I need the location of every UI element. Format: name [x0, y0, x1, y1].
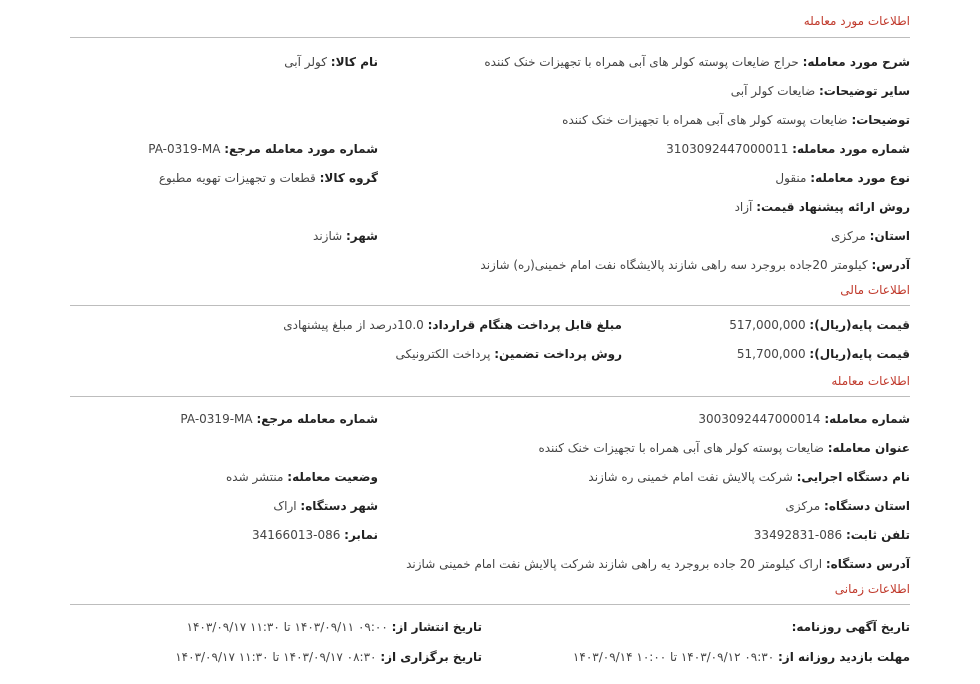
holding-date-range — [175, 650, 482, 664]
label: عنوان معامله: — [827, 441, 910, 455]
value: اراک کیلومتر 20 جاده بروجرد یه راهی شازند شرکت پالایش نفت امام خمینی شازند — [406, 557, 823, 571]
label: تاریخ انتشار از: — [391, 620, 482, 634]
province — [831, 229, 910, 243]
value: 3003092447000014 — [698, 412, 821, 426]
visit-deadline — [573, 650, 910, 664]
base-price — [729, 318, 910, 332]
label: قیمت پایه(ریال): — [809, 347, 910, 361]
label: آدرس دستگاه: — [825, 557, 910, 571]
label: روش پرداخت تضمین: — [494, 347, 622, 361]
deal-description — [484, 55, 910, 69]
deal-notes — [562, 113, 910, 127]
label: مبلغ قابل پرداخت هنگام قرارداد: — [427, 318, 622, 332]
transaction-title — [538, 441, 910, 455]
value: مرکزی — [831, 229, 866, 243]
other-description — [731, 84, 910, 98]
value: پرداخت الکترونیکی — [395, 347, 491, 361]
organization-city — [273, 499, 378, 513]
value: ضایعات کولر آبی — [730, 84, 816, 98]
value: 10.0درصد از مبلغ پیشنهادی — [283, 318, 424, 332]
label: شماره معامله مرجع: — [256, 412, 378, 426]
guarantee-method — [396, 347, 622, 361]
value: ضایعات پوسته کولر های آبی همراه با تجهیزات خنک کننده — [562, 113, 848, 127]
value: 086-34166013 — [252, 528, 341, 542]
label: مهلت بازدید روزانه از: — [778, 650, 910, 664]
label: قیمت پایه(ریال): — [809, 318, 910, 332]
deal-type — [775, 171, 910, 185]
label: تلفن ثابت: — [845, 528, 910, 542]
label: نمابر: — [344, 528, 378, 542]
payable-amount — [283, 318, 622, 332]
organization-province — [785, 499, 910, 513]
value: کیلومتر 20جاده بروجرد سه راهی شازند پالایشگاه نفت امام خمینی(ره) شازند — [480, 258, 868, 272]
divider — [70, 37, 910, 38]
value: قطعات و تجهیزات تهویه مطبوع — [158, 171, 316, 185]
newspaper-date — [792, 620, 910, 634]
item-name — [284, 55, 378, 69]
bid-method — [735, 200, 910, 214]
transaction-number — [698, 412, 910, 426]
label: نوع مورد معامله: — [810, 171, 910, 185]
label: سایر توضیحات: — [819, 84, 910, 98]
value: شرکت پالایش نفت امام خمینی ره شازند — [588, 470, 793, 484]
value: آزاد — [734, 200, 753, 214]
value: ۰۹:۳۰ ۱۴۰۳/۰۹/۱۲ تا ۱۰:۰۰ ۱۴۰۳/۰۹/۱۴ — [572, 650, 775, 664]
label: شهر: — [346, 229, 378, 243]
divider — [70, 396, 910, 397]
label: استان: — [869, 229, 910, 243]
label: استان دستگاه: — [824, 499, 910, 513]
deal-reference-number — [148, 142, 378, 156]
transaction-reference-number — [180, 412, 378, 426]
section-deal-info: اطلاعات مورد معامله — [803, 14, 910, 28]
label: تاریخ برگزاری از: — [380, 650, 482, 664]
executive-organization — [588, 470, 910, 484]
item-group — [159, 171, 378, 185]
label: نام دستگاه اجرایی: — [796, 470, 910, 484]
label: آدرس: — [871, 258, 910, 272]
value: 086-33492831 — [753, 528, 843, 542]
label: شرح مورد معامله: — [802, 55, 910, 69]
label: گروه کالا: — [319, 171, 378, 185]
transaction-status — [226, 470, 378, 484]
fax-number — [252, 528, 378, 542]
section-financial: اطلاعات مالی — [840, 283, 910, 297]
value: PA-0319-MA — [148, 142, 221, 156]
section-transaction: اطلاعات معامله — [831, 374, 910, 388]
base-price-2 — [737, 347, 910, 361]
divider — [70, 305, 910, 306]
label: وضعیت معامله: — [287, 470, 378, 484]
value: حراج ضایعات پوسته کولر های آبی همراه با تجهیزات خنک کننده — [484, 55, 799, 69]
value: 3103092447000011 — [666, 142, 789, 156]
value: اراک — [273, 499, 297, 513]
label: شماره مورد معامله مرجع: — [224, 142, 378, 156]
value: 51,700,000 — [736, 347, 806, 361]
city — [313, 229, 378, 243]
label: شهر دستگاه: — [300, 499, 378, 513]
value: منتشر شده — [225, 470, 284, 484]
label: توضیحات: — [851, 113, 910, 127]
value: منقول — [775, 171, 807, 185]
label: شماره مورد معامله: — [792, 142, 910, 156]
value: شازند — [313, 229, 343, 243]
deal-number — [666, 142, 910, 156]
deal-address — [480, 258, 910, 272]
value: PA-0319-MA — [180, 412, 253, 426]
value: کولر آبی — [284, 55, 327, 69]
label: روش ارائه پیشنهاد قیمت: — [756, 200, 910, 214]
label: تاریخ آگهی روزنامه: — [791, 620, 910, 634]
value: ضایعات پوسته کولر های آبی همراه با تجهیزات خنک کننده — [538, 441, 824, 455]
publish-date-range — [187, 620, 482, 634]
label: شماره معامله: — [824, 412, 910, 426]
value: ۰۸:۳۰ ۱۴۰۳/۰۹/۱۷ تا ۱۱:۳۰ ۱۴۰۳/۰۹/۱۷ — [175, 650, 377, 664]
value: 517,000,000 — [729, 318, 806, 332]
value: مرکزی — [785, 499, 821, 513]
phone-number — [754, 528, 910, 542]
value: ۰۹:۰۰ ۱۴۰۳/۰۹/۱۱ تا ۱۱:۳۰ ۱۴۰۳/۰۹/۱۷ — [186, 620, 388, 634]
label: نام کالا: — [330, 55, 378, 69]
section-timing: اطلاعات زمانی — [834, 582, 910, 596]
divider — [70, 604, 910, 605]
organization-address — [406, 557, 910, 571]
